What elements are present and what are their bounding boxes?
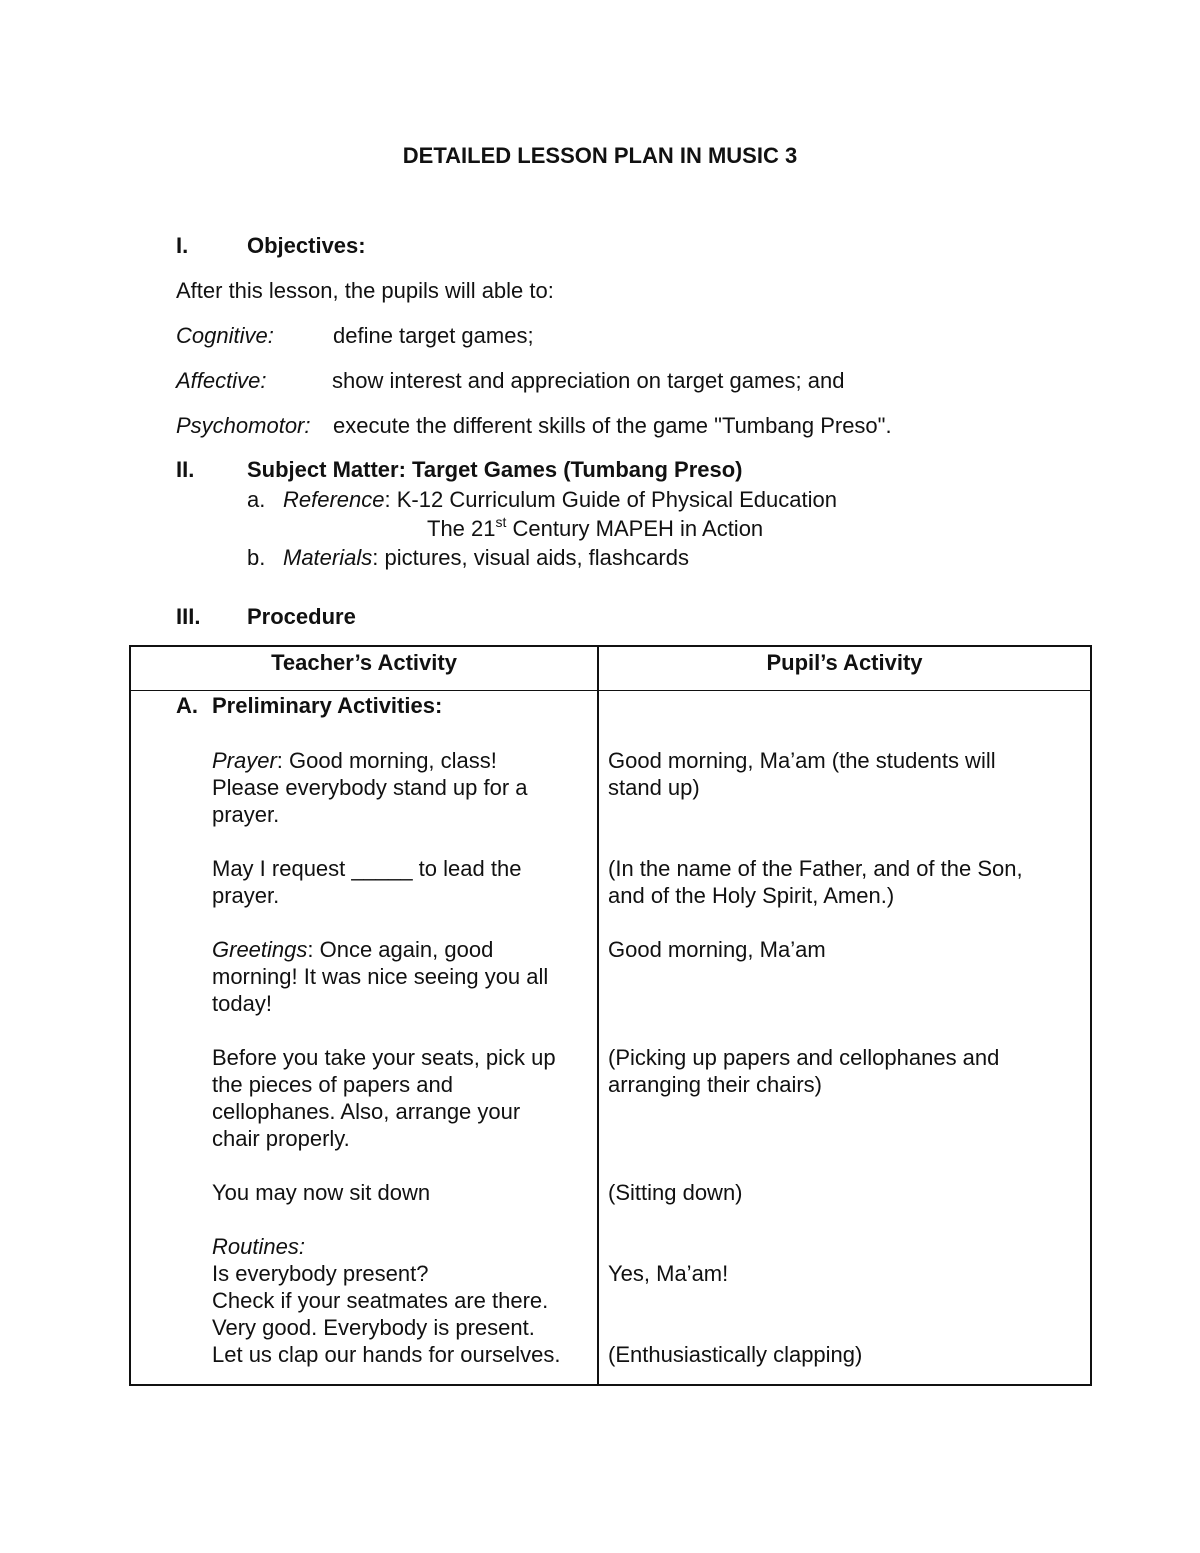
sit-down-line: You may now sit down [212, 1180, 431, 1205]
greetings-line-1 [212, 936, 493, 963]
prayer-response-line-2: stand up) [608, 775, 700, 800]
objective-text-affective: show interest and appreciation on target games; and [332, 368, 845, 393]
materials-label: Materials [283, 545, 373, 570]
seats-response-line-1: (Picking up papers and cellophanes and [608, 1045, 1000, 1070]
procedure-table [129, 645, 1092, 1386]
greetings-line-2: morning! It was nice seeing you all [212, 964, 549, 989]
request-line-1: May I request _____ to lead the [212, 856, 522, 881]
objective-text-cognitive: define target games; [333, 323, 534, 348]
clap-response: (Enthusiastically clapping) [608, 1342, 863, 1367]
reference-letter: a. [247, 487, 266, 512]
routines-line-3: Very good. Everybody is present. [212, 1315, 535, 1340]
column-header-pupil: Pupil’s Activity [766, 650, 923, 675]
greetings-line-3: today! [212, 991, 272, 1016]
present-response: Yes, Ma’am! [608, 1261, 729, 1286]
page-title: DETAILED LESSON PLAN IN MUSIC 3 [402, 143, 798, 168]
routines-label: Routines [212, 1234, 299, 1259]
request-line-2: prayer. [212, 883, 280, 908]
objective-label-psychomotor: Psychomotor: [176, 413, 311, 438]
section-number-objectives: I. [176, 233, 189, 258]
prayer-line-2: Please everybody stand up for a [212, 775, 528, 800]
sit-down-response: (Sitting down) [608, 1180, 743, 1205]
routines-line-4: Let us clap our hands for ourselves. [212, 1342, 561, 1367]
seats-line-3: cellophanes. Also, arrange your [212, 1099, 521, 1124]
seats-line-1: Before you take your seats, pick up [212, 1045, 556, 1070]
seats-response-line-2: arranging their chairs) [608, 1072, 822, 1097]
materials-line [283, 545, 689, 571]
section-number-procedure: III. [176, 604, 201, 629]
reference-label: Reference [283, 487, 385, 512]
greetings-text: : Once again, good [307, 937, 494, 962]
reference-line [283, 487, 837, 513]
objectives-intro: After this lesson, the pupils will able to: [176, 278, 554, 303]
routines-heading [212, 1233, 305, 1260]
reference-text: : K-12 Curriculum Guide of Physical Education [384, 487, 837, 512]
reference-line2-sup: st [495, 514, 507, 530]
header-divider [131, 690, 1090, 691]
request-response-line-2: and of the Holy Spirit, Amen.) [608, 883, 895, 908]
reference-line-2 [427, 516, 763, 542]
objective-label-affective: Affective: [176, 368, 267, 393]
objectives-heading: Objectives: [247, 233, 366, 258]
prayer-label: Prayer [212, 748, 277, 773]
routines-line-2: Check if your seatmates are there. [212, 1288, 549, 1313]
prayer-text: : Good morning, class! [276, 748, 497, 773]
prayer-line-3: prayer. [212, 802, 280, 827]
materials-letter: b. [247, 545, 266, 570]
routines-line-1: Is everybody present? [212, 1261, 429, 1286]
greetings-response: Good morning, Ma’am [608, 937, 826, 962]
routines-colon: : [298, 1234, 305, 1259]
reference-line2-post: Century MAPEH in Action [506, 516, 764, 541]
seats-line-4: chair properly. [212, 1126, 350, 1151]
greetings-label: Greetings [212, 937, 308, 962]
procedure-heading: Procedure [247, 604, 356, 629]
subject-matter-heading: Subject Matter: Target Games (Tumbang Preso) [247, 457, 743, 482]
seats-line-2: the pieces of papers and [212, 1072, 453, 1097]
objective-text-psychomotor: execute the different skills of the game "Tumbang Preso". [333, 413, 892, 438]
column-header-teacher: Teacher’s Activity [271, 650, 457, 675]
section-letter-a: A. [176, 693, 198, 718]
prayer-line-1 [212, 747, 497, 774]
prayer-response-line-1: Good morning, Ma’am (the students will [608, 748, 996, 773]
column-divider [597, 647, 599, 1384]
request-response-line-1: (In the name of the Father, and of the Son, [608, 856, 1023, 881]
objective-label-cognitive: Cognitive: [176, 323, 274, 348]
reference-line2-pre: The 21 [427, 516, 496, 541]
materials-text: : pictures, visual aids, flashcards [372, 545, 689, 570]
section-title-preliminary: Preliminary Activities: [212, 693, 443, 718]
section-number-subject-matter: II. [176, 457, 195, 482]
